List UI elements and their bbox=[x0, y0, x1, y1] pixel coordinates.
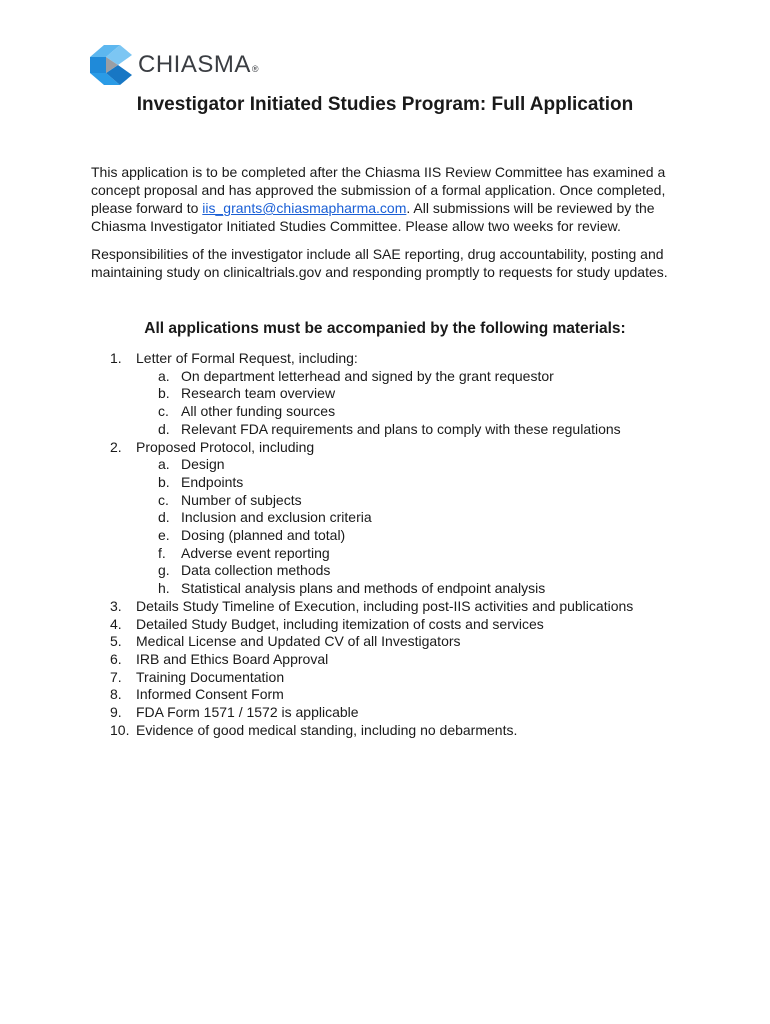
sub-list-item-letter: f. bbox=[158, 544, 166, 561]
list-item-row bbox=[110, 616, 710, 634]
intro-text-part1: This application is to be completed after the Chiasma IIS Review Committee has examined a concept proposal and has approved the submission of a formal application. Once completed, please forward to bbox=[91, 164, 666, 216]
sub-list-item-text: Data collection methods bbox=[181, 562, 331, 579]
list-item bbox=[110, 616, 710, 634]
email-link[interactable]: iis_grants@chiasmapharma.com bbox=[202, 200, 407, 216]
list-item-row bbox=[110, 651, 710, 669]
sub-list-item-letter: d. bbox=[158, 509, 170, 526]
list-item-text: FDA Form 1571 / 1572 is applicable bbox=[136, 704, 359, 721]
list-item bbox=[110, 722, 710, 740]
sub-list-item bbox=[158, 527, 710, 545]
sub-list-item-text: Number of subjects bbox=[181, 491, 302, 508]
list-item-row bbox=[110, 704, 710, 722]
chiasma-logo-mark-icon bbox=[90, 45, 132, 85]
list-item-number: 4. bbox=[110, 615, 122, 632]
chiasma-logo bbox=[90, 44, 259, 86]
list-item-number: 8. bbox=[110, 686, 122, 703]
logo-wordmark: CHIASMA bbox=[138, 51, 251, 78]
list-item-number: 1. bbox=[110, 350, 122, 366]
list-item-text: Informed Consent Form bbox=[136, 686, 284, 703]
intro-paragraph bbox=[91, 163, 691, 235]
registered-mark: ® bbox=[251, 64, 259, 74]
list-item-text: Details Study Timeline of Execution, including post-IIS activities and publications bbox=[136, 597, 634, 614]
list-item bbox=[110, 669, 710, 687]
sub-list-item-text: All other funding sources bbox=[181, 403, 336, 420]
list-item-row bbox=[110, 633, 710, 651]
sub-list-item bbox=[158, 403, 710, 421]
sub-list-item-letter: c. bbox=[158, 403, 169, 420]
list-item-text: IRB and Ethics Board Approval bbox=[136, 650, 329, 667]
list-item-text: Detailed Study Budget, including itemization of costs and services bbox=[136, 615, 544, 632]
list-item-row bbox=[110, 439, 710, 457]
sub-list-item bbox=[158, 580, 710, 598]
sub-list-item bbox=[158, 421, 710, 439]
sub-list-item bbox=[158, 385, 710, 403]
list-item bbox=[110, 651, 710, 669]
list-item-text: Proposed Protocol, including bbox=[136, 438, 315, 455]
document-title: Investigator Initiated Studies Program: Full Application bbox=[136, 94, 634, 115]
sub-list-item-text: Dosing (planned and total) bbox=[181, 527, 346, 544]
intro-text-part2: . All submissions will be reviewed by the Chiasma Investigator Initiated Studies Committee. Please allow two weeks for review. bbox=[91, 200, 655, 234]
sub-list-item-letter: a. bbox=[158, 456, 170, 473]
list-item-number: 2. bbox=[110, 438, 122, 455]
list-item bbox=[110, 350, 710, 439]
list-item bbox=[110, 439, 710, 598]
sub-list-item-letter: h. bbox=[158, 580, 170, 597]
list-item-row bbox=[110, 598, 710, 616]
list-item bbox=[110, 598, 710, 616]
sub-list-item-letter: c. bbox=[158, 491, 169, 508]
sub-list bbox=[110, 368, 710, 439]
sub-list-item-letter: a. bbox=[158, 367, 170, 384]
list-item-row bbox=[110, 350, 710, 368]
sub-list-item bbox=[158, 368, 710, 386]
list-item-number: 10. bbox=[110, 721, 130, 738]
sub-list-item bbox=[158, 562, 710, 580]
sub-list-item-text: Endpoints bbox=[181, 473, 244, 490]
list-item-text: Training Documentation bbox=[136, 668, 285, 685]
sub-list-item-text: On department letterhead and signed by the grant requestor bbox=[181, 367, 554, 384]
list-item-number: 5. bbox=[110, 633, 122, 650]
sub-list-item-text: Inclusion and exclusion criteria bbox=[181, 509, 372, 526]
sub-list-item-letter: d. bbox=[158, 420, 170, 437]
sub-list-item-text: Adverse event reporting bbox=[181, 544, 330, 561]
sub-list-item-letter: b. bbox=[158, 473, 170, 490]
sub-list-item-letter: b. bbox=[158, 385, 170, 402]
sub-list-item bbox=[158, 474, 710, 492]
list-item-text: Evidence of good medical standing, including no debarments. bbox=[136, 721, 518, 738]
sub-list-item-text: Relevant FDA requirements and plans to comply with these regulations bbox=[181, 420, 621, 437]
materials-list bbox=[110, 350, 710, 739]
sub-list-item bbox=[158, 456, 710, 474]
sub-list-item bbox=[158, 545, 710, 563]
list-item-number: 6. bbox=[110, 650, 122, 667]
sub-list bbox=[110, 456, 710, 598]
list-item-row bbox=[110, 669, 710, 687]
list-item-text: Medical License and Updated CV of all Investigators bbox=[136, 633, 461, 650]
list-item-text: Letter of Formal Request, including: bbox=[136, 350, 358, 366]
responsibilities-paragraph: Responsibilities of the investigator include all SAE reporting, drug accountability, posting and maintaining study on clinicaltrials.gov and responding promptly to requests for study updates. bbox=[91, 246, 668, 280]
list-item-row bbox=[110, 686, 710, 704]
sub-list-item bbox=[158, 492, 710, 510]
list-item-number: 9. bbox=[110, 704, 122, 721]
sub-list-item-text: Statistical analysis plans and methods of endpoint analysis bbox=[181, 580, 546, 597]
list-item bbox=[110, 633, 710, 651]
list-item bbox=[110, 686, 710, 704]
sub-list-item-text: Research team overview bbox=[181, 385, 336, 402]
list-item-number: 7. bbox=[110, 668, 122, 685]
sub-list-item bbox=[158, 509, 710, 527]
list-item-row bbox=[110, 722, 710, 740]
sub-list-item-text: Design bbox=[181, 456, 225, 473]
materials-heading: All applications must be accompanied by the following materials: bbox=[144, 320, 626, 337]
list-item bbox=[110, 704, 710, 722]
sub-list-item-letter: e. bbox=[158, 527, 170, 544]
list-item-number: 3. bbox=[110, 597, 122, 614]
sub-list-item-letter: g. bbox=[158, 562, 170, 579]
